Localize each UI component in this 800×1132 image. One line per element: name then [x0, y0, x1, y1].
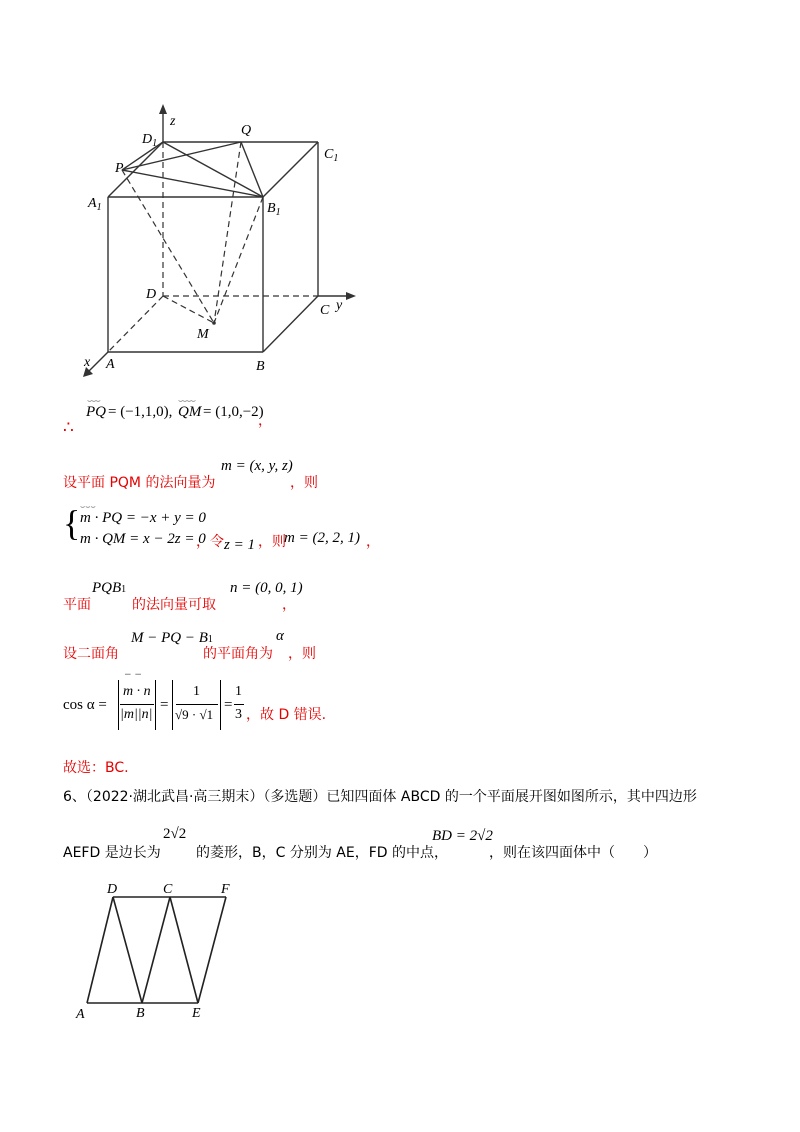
equation-row-2: m · QM = x − 2z = 0	[80, 531, 206, 547]
plane-PQB1: PQB1	[92, 580, 127, 596]
vector-arrow-icon: ⌣⌣⌣	[87, 396, 100, 405]
equals: =	[160, 697, 169, 713]
result-denominator: 3	[235, 707, 242, 722]
net-figure	[70, 878, 250, 1023]
seg-PB1	[122, 170, 263, 197]
n-value: n = (0, 0, 1)	[230, 580, 303, 596]
label-D: D	[146, 287, 157, 302]
normal-vector-m: m = (x, y, z)	[221, 458, 293, 474]
label-A: A	[76, 1007, 85, 1022]
x-axis	[88, 352, 108, 372]
label-F: F	[221, 882, 230, 897]
side-length: 2√2	[163, 826, 187, 842]
equals: =	[224, 697, 233, 713]
vector-arrow-icon: ⌣⌣⌣⌣	[178, 396, 196, 405]
seg-QB1	[241, 142, 263, 197]
alpha-symbol: α	[276, 628, 284, 644]
label-A: A	[106, 357, 115, 372]
label-D1: $D_1$	[142, 132, 158, 149]
edge-FE	[198, 897, 226, 1003]
vector-QM: QM	[178, 404, 202, 420]
label-C1: $C_1$	[324, 147, 339, 164]
edge-DA	[87, 897, 113, 1003]
label-A1: $A_1$	[88, 196, 102, 213]
seg-D1B1	[163, 142, 263, 197]
vector-arrow-icon: − −	[124, 670, 142, 680]
cos-denominator: |m||n|	[120, 707, 153, 722]
m-value: m = (2, 2, 1)	[284, 530, 360, 546]
vector-QM-value: = (1,0,−2)	[203, 404, 264, 420]
problem-6-text-c: ，则在该四面体中（ ）	[489, 845, 657, 861]
label-B1: $B_1$	[267, 201, 281, 218]
frac-numerator: 1	[193, 684, 200, 699]
label-P: P	[115, 161, 124, 176]
cos-numerator: m · n	[123, 684, 151, 699]
label-z: z	[170, 114, 176, 129]
label-M: M	[197, 327, 209, 342]
problem-6-text-a: AEFD 是边长为	[63, 845, 161, 861]
plane-angle-text: 的平面角为	[203, 646, 273, 662]
abs-bar	[155, 680, 156, 730]
label-C: C	[163, 882, 173, 897]
problem-6-line-1: 6、（2022·湖北武昌·高三期末）（多选题）已知四面体 ABCD 的一个平面展开图如图所示，其中四边形	[63, 789, 697, 805]
let-text: ，令	[196, 534, 224, 550]
comma: ，	[282, 597, 296, 613]
seg-B1M	[214, 197, 263, 323]
seg-PM	[122, 170, 214, 323]
equation-row-1: m · PQ = −x + y = 0	[80, 510, 206, 526]
answer-text: 故选：BC.	[63, 760, 129, 776]
abs-bar	[220, 680, 221, 730]
label-C: C	[320, 303, 330, 318]
z-arrow-icon	[159, 104, 167, 114]
dihedral-text: 设二面角	[63, 646, 119, 662]
fraction-bar	[176, 704, 218, 705]
label-D: D	[107, 882, 118, 897]
point-M	[212, 321, 216, 325]
dihedral-M-PQ-B1: M − PQ − B1	[131, 630, 213, 646]
edge-DB	[113, 897, 142, 1003]
label-Q: Q	[241, 123, 252, 138]
edge-CE	[170, 897, 198, 1003]
fraction-bar	[120, 704, 154, 705]
abs-bar	[118, 680, 119, 730]
cos-lhs: cos α =	[63, 697, 107, 713]
vector-PQ: PQ	[86, 404, 106, 420]
therefore-symbol: ∴	[63, 418, 74, 437]
plane-text: 平面	[63, 597, 91, 613]
conclusion-text: ，故 D 错误.	[246, 707, 327, 723]
plane-normal-text: 的法向量可取	[132, 597, 216, 613]
label-x: x	[84, 355, 91, 370]
let-z: z = 1	[224, 537, 255, 553]
left-brace: {	[63, 503, 81, 543]
edge-DA	[108, 296, 163, 352]
normal-vector-text: 设平面 PQM 的法向量为	[63, 475, 216, 491]
frac-denominator: √9 · √1	[175, 707, 214, 722]
fraction-bar	[234, 704, 244, 705]
y-arrow-icon	[346, 292, 356, 300]
label-y: y	[336, 298, 343, 313]
abs-bar	[172, 680, 173, 730]
vector-PQ-value: = (−1,1,0),	[108, 404, 173, 420]
then-text: ，则	[288, 646, 316, 662]
comma: ，	[258, 413, 272, 429]
bd-length: BD = 2√2	[432, 828, 493, 844]
label-E: E	[192, 1006, 201, 1021]
comma: ，	[366, 534, 380, 550]
cube-figure	[70, 100, 370, 390]
problem-6-text-b: 的菱形，B，C 分别为 AE，FD 的中点，	[196, 845, 448, 861]
seg-PQ	[122, 142, 241, 170]
edge-BC	[263, 296, 318, 352]
edge-BC	[142, 897, 170, 1003]
result-numerator: 1	[235, 684, 242, 699]
normal-vector-end: ，则	[290, 475, 318, 491]
edge-B1C1	[263, 142, 318, 197]
vector-arrow-icon: ⌣⌣⌣	[80, 502, 96, 511]
label-B: B	[136, 1006, 145, 1021]
label-B: B	[256, 359, 265, 374]
then-text: ，则	[258, 534, 286, 550]
